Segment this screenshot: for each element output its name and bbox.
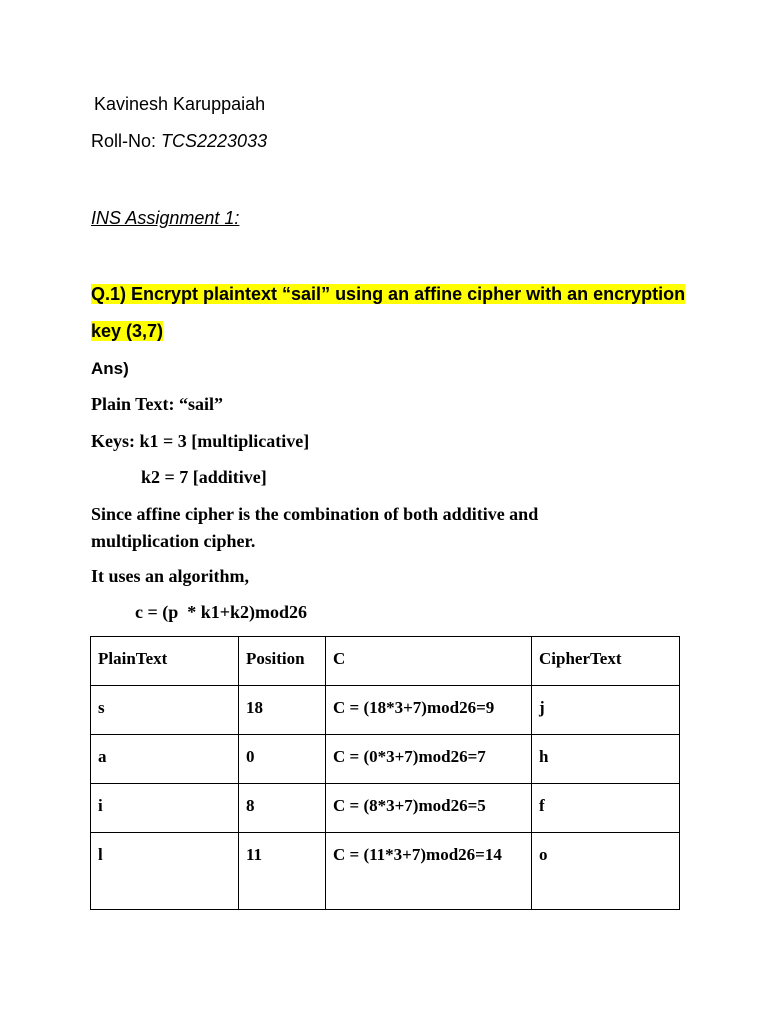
explanation-line-1: Since affine cipher is the combination of both additive and [91, 504, 539, 524]
assignment-title: INS Assignment 1: [91, 208, 240, 228]
cell-position: 8 [239, 784, 326, 833]
cipher-table [90, 636, 680, 910]
answer-label: Ans) [91, 359, 129, 378]
cell-plaintext: s [91, 686, 239, 735]
header-c: C [326, 637, 532, 686]
cell-ciphertext: h [532, 735, 680, 784]
cell-position: 0 [239, 735, 326, 784]
cell-position: 11 [239, 833, 326, 910]
table-row [91, 833, 680, 910]
question-highlight-2: key (3,7) [91, 321, 164, 341]
cell-c: C = (11*3+7)mod26=14 [326, 833, 532, 910]
table-row [91, 784, 680, 833]
table-header-row [91, 637, 680, 686]
cell-plaintext: a [91, 735, 239, 784]
cell-ciphertext: o [532, 833, 680, 910]
roll-number-label: Roll-No: [91, 131, 162, 151]
author-name: Kavinesh Karuppaiah [94, 94, 266, 114]
cell-plaintext: l [91, 833, 239, 910]
cell-c: C = (18*3+7)mod26=9 [326, 686, 532, 735]
question-line-1 [91, 284, 685, 305]
algorithm-intro: It uses an algorithm, [91, 566, 250, 586]
header-plaintext: PlainText [91, 637, 239, 686]
cell-ciphertext: f [532, 784, 680, 833]
cell-c: C = (8*3+7)mod26=5 [326, 784, 532, 833]
formula-line: c = (p * k1+k2)mod26 [135, 602, 308, 622]
question-line-2 [91, 321, 163, 342]
header-ciphertext: CipherText [532, 637, 680, 686]
plain-text-line: Plain Text: “sail” [91, 394, 224, 414]
cell-c: C = (0*3+7)mod26=7 [326, 735, 532, 784]
roll-number-value: TCS2223033 [161, 131, 268, 151]
keys-line-1: Keys: k1 = 3 [multiplicative] [91, 431, 310, 451]
cell-ciphertext: j [532, 686, 680, 735]
explanation-line-2: multiplication cipher. [91, 531, 256, 551]
question-highlight-1: Q.1) Encrypt plaintext “sail” using an affine cipher with an encryption [91, 284, 686, 304]
table-row [91, 735, 680, 784]
cell-plaintext: i [91, 784, 239, 833]
table-row [91, 686, 680, 735]
header-position: Position [239, 637, 326, 686]
roll-number [91, 131, 267, 152]
keys-line-2: k2 = 7 [additive] [141, 467, 267, 487]
cell-position: 18 [239, 686, 326, 735]
